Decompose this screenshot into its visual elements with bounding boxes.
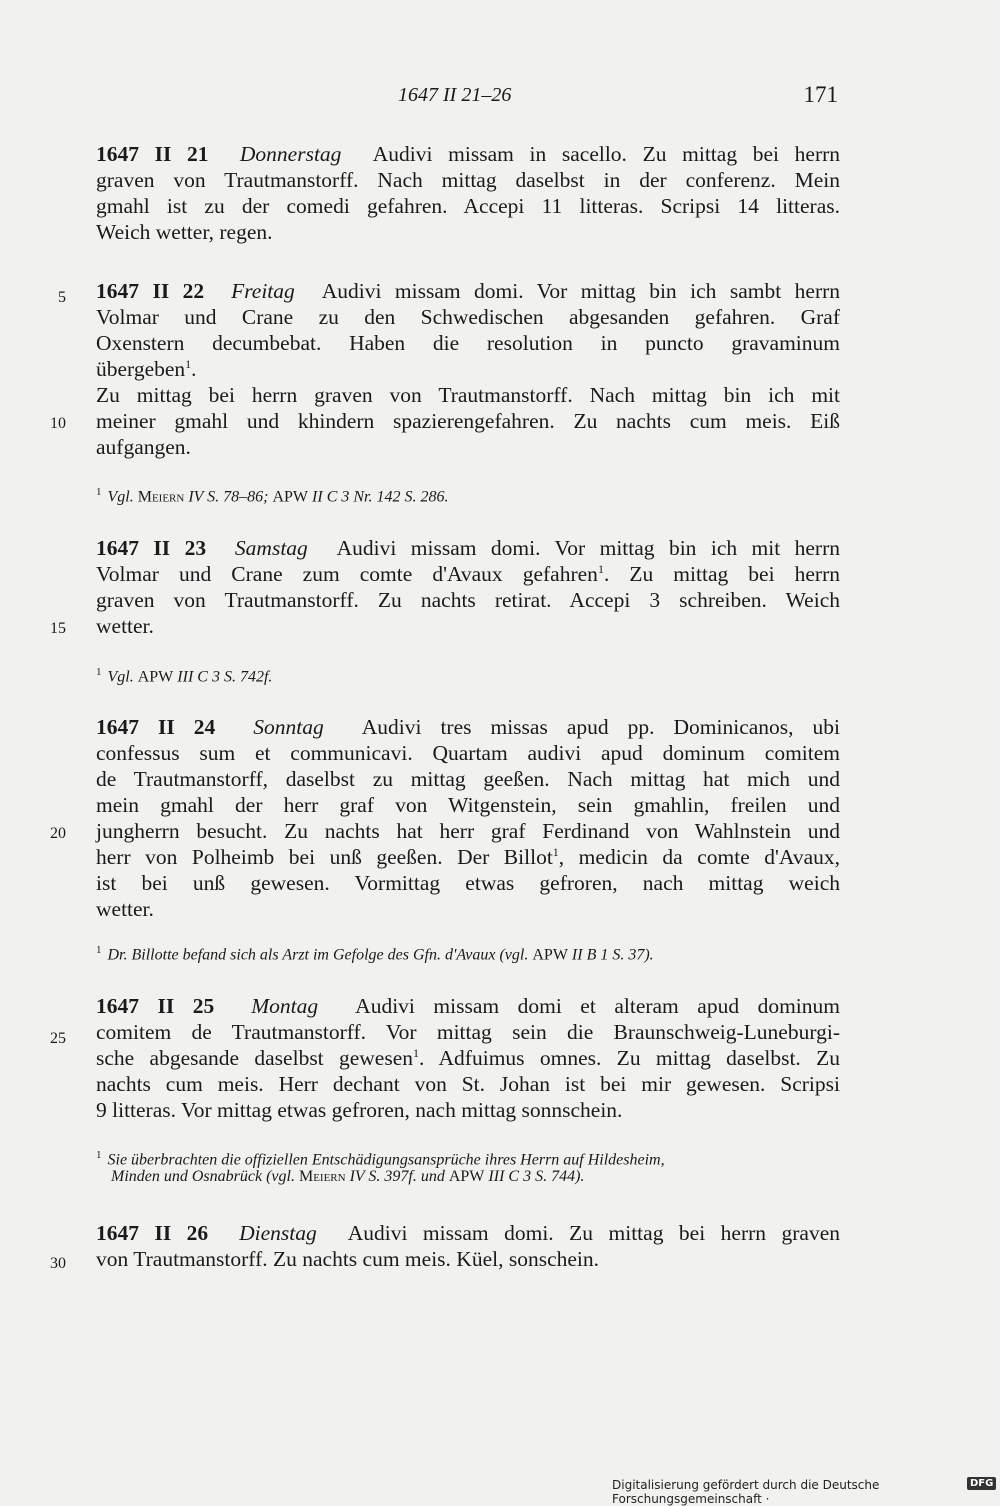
- page-number: 171: [803, 82, 838, 107]
- footnote-text: Vgl.: [107, 668, 134, 686]
- entry-text: Audivi missam domi. Zu mittag bei herrn graven: [347, 1221, 841, 1245]
- footnote-text: IV S. 397f. und: [349, 1168, 445, 1185]
- entry-text: .: [191, 357, 197, 381]
- entry-text: . Adfuimus omnes. Zu mittag daselbst. Zu: [419, 1046, 841, 1070]
- footnote-text: II C 3 Nr. 142 S. 286.: [312, 488, 449, 506]
- footnote-text: Dr. Billotte befand sich als Arzt im Gefolge des Gfn. d'Avaux (vgl.: [107, 946, 529, 964]
- entry-line: Oxenstern decumbebat. Haben die resolution in puncto gravaminum: [96, 331, 840, 355]
- entry-weekday: Dienstag: [239, 1221, 317, 1245]
- footnote: [96, 1145, 840, 1187]
- entry-line: [96, 141, 840, 167]
- entry-line: meiner gmahl und khindern spazierengefahren. Zu nachts cum meis. Eiß: [96, 409, 840, 433]
- entry-text: Audivi missam domi. Vor mittag bin ich sambt herrn: [321, 279, 841, 303]
- entry-text: übergeben: [96, 357, 186, 381]
- footnote-text: III C 3 S. 742f.: [177, 668, 273, 686]
- footnote-text: Sie überbrachten die offiziellen Entschädigungsansprüche ihres Herrn auf Hildesheim,: [107, 1151, 665, 1169]
- footnote-reference: 1: [552, 844, 559, 859]
- entry-date: 1647 II 21: [96, 142, 209, 166]
- running-head: [0, 82, 1000, 112]
- line-number: 30: [50, 1255, 66, 1272]
- entry-line: ist bei unß gewesen. Vormittag etwas gefroren, nach mittag weich: [96, 871, 840, 895]
- entry-date: 1647 II 23: [96, 536, 207, 560]
- entry-line: [96, 561, 840, 587]
- line-number: 25: [50, 1030, 66, 1047]
- line-number: 10: [50, 415, 66, 432]
- diary-entry-1647-ii-24: [96, 714, 840, 922]
- entry-weekday: Freitag: [231, 279, 295, 303]
- entry-text: Audivi missam domi. Vor mittag bin ich mit herrn: [336, 536, 840, 560]
- entry-line: [96, 993, 840, 1019]
- entry-line: [96, 1220, 840, 1246]
- dfg-logo: DFG: [967, 1477, 996, 1490]
- diary-entry-1647-ii-21: [96, 141, 840, 245]
- footnote-text: IV S. 78–86;: [188, 488, 269, 506]
- entry-line: [96, 1045, 840, 1071]
- footnote-apw: APW: [137, 668, 174, 686]
- entry-text: herr von Polheimb bei unß geeßen. Der Billot: [96, 845, 553, 869]
- entry-line: [96, 356, 840, 382]
- footnote-text: III C 3 S. 744).: [488, 1168, 585, 1185]
- entry-line: Weich wetter, regen.: [96, 220, 273, 244]
- entry-date: 1647 II 24: [96, 715, 216, 739]
- entry-line: confessus sum et communicavi. Quartam audivi apud dominum comitem: [96, 741, 840, 765]
- diary-entry-1647-ii-26: [96, 1220, 840, 1272]
- entry-date: 1647 II 25: [96, 994, 215, 1018]
- entry-line: [96, 278, 840, 304]
- entry-text: . Zu mittag bei herrn: [603, 562, 840, 586]
- footnote-author: Meiern: [298, 1168, 346, 1185]
- footnote-reference: 1: [185, 356, 192, 371]
- entry-weekday: Donnerstag: [239, 142, 342, 166]
- entry-line: gmahl ist zu der comedi gefahren. Accepi 11 litteras. Scripsi 14 litteras.: [96, 194, 840, 218]
- entry-line: graven von Trautmanstorff. Zu nachts retirat. Accepi 3 schreiben. Weich: [96, 588, 840, 612]
- entry-line: mein gmahl der herr graf von Witgenstein, sein gmahlin, freilen und: [96, 793, 840, 817]
- entry-text: Audivi missam domi et alteram apud dominum: [355, 994, 841, 1018]
- entry-line: wetter.: [96, 614, 154, 638]
- footnote-apw: APW: [532, 946, 568, 964]
- footnote-mark: 1: [96, 1149, 102, 1161]
- entry-line: nachts cum meis. Herr dechant von St. Johan ist bei mir gewesen. Scripsi: [96, 1072, 840, 1096]
- footnote-apw: APW: [272, 488, 309, 506]
- footnote-text: Vgl.: [107, 488, 134, 506]
- entry-line: aufgangen.: [96, 435, 191, 459]
- diary-entry-1647-ii-22: [96, 278, 840, 460]
- entry-line: [96, 844, 840, 870]
- footnote-text: Minden und Osnabrück (vgl.: [111, 1168, 295, 1185]
- entry-weekday: Montag: [251, 994, 319, 1018]
- digitization-credit: Digitalisierung gefördert durch die Deutsche Forschungsgemeinschaft ·: [612, 1478, 880, 1506]
- footnote: [96, 482, 840, 506]
- footnote-mark: 1: [96, 944, 102, 956]
- entry-line: [96, 714, 840, 740]
- entry-line: [96, 535, 840, 561]
- entry-line: wetter.: [96, 897, 154, 921]
- entry-line: de Trautmanstorff, daselbst zu mittag geeßen. Nach mittag hat mich und: [96, 767, 840, 791]
- entry-line: graven von Trautmanstorff. Nach mittag daselbst in der conferenz. Mein: [96, 168, 840, 192]
- entry-line: Zu mittag bei herrn graven von Trautmanstorff. Nach mittag bin ich mit: [96, 383, 840, 407]
- entry-line: Volmar und Crane zu den Schwedischen abgesanden gefahren. Graf: [96, 305, 840, 329]
- entry-text: , medicin da comte d'Avaux,: [558, 845, 840, 869]
- diary-entry-1647-ii-25: [96, 993, 840, 1123]
- entry-date: 1647 II 26: [96, 1221, 209, 1245]
- line-number: 20: [50, 825, 66, 842]
- footnote-author: Meiern: [137, 488, 185, 506]
- entry-text: Volmar und Crane zum comte d'Avaux gefahren: [96, 562, 598, 586]
- entry-line: 9 litteras. Vor mittag etwas gefroren, nach mittag sonnschein.: [96, 1098, 623, 1122]
- diary-entry-1647-ii-23: [96, 535, 840, 639]
- footnote: [96, 940, 840, 964]
- entry-date: 1647 II 22: [96, 279, 205, 303]
- footnote: [96, 662, 840, 686]
- footnote-mark: 1: [96, 666, 102, 678]
- entry-text: sche abgesande daselbst gewesen: [96, 1046, 414, 1070]
- footnote-reference: 1: [597, 561, 604, 576]
- entry-weekday: Samstag: [234, 536, 308, 560]
- footnote-reference: 1: [413, 1045, 420, 1060]
- line-number: 15: [50, 620, 66, 637]
- running-title: 1647 II 21–26: [398, 84, 512, 106]
- footnote-mark: 1: [96, 486, 102, 498]
- footnote-text: II B 1 S. 37).: [571, 946, 654, 964]
- line-number: 5: [58, 289, 66, 306]
- entry-line: von Trautmanstorff. Zu nachts cum meis. Küel, sonschein.: [96, 1247, 600, 1271]
- entry-weekday: Sonntag: [253, 715, 324, 739]
- entry-line: jungherrn besucht. Zu nachts hat herr graf Ferdinand von Wahlnstein und: [96, 819, 840, 843]
- entry-text: Audivi tres missas apud pp. Dominicanos, ubi: [361, 715, 840, 739]
- footnote-apw: APW: [448, 1168, 485, 1185]
- entry-text: Audivi missam in sacello. Zu mittag bei herrn: [372, 142, 841, 166]
- entry-line: comitem de Trautmanstorff. Vor mittag sein die Braunschweig-Luneburgi-: [96, 1020, 840, 1044]
